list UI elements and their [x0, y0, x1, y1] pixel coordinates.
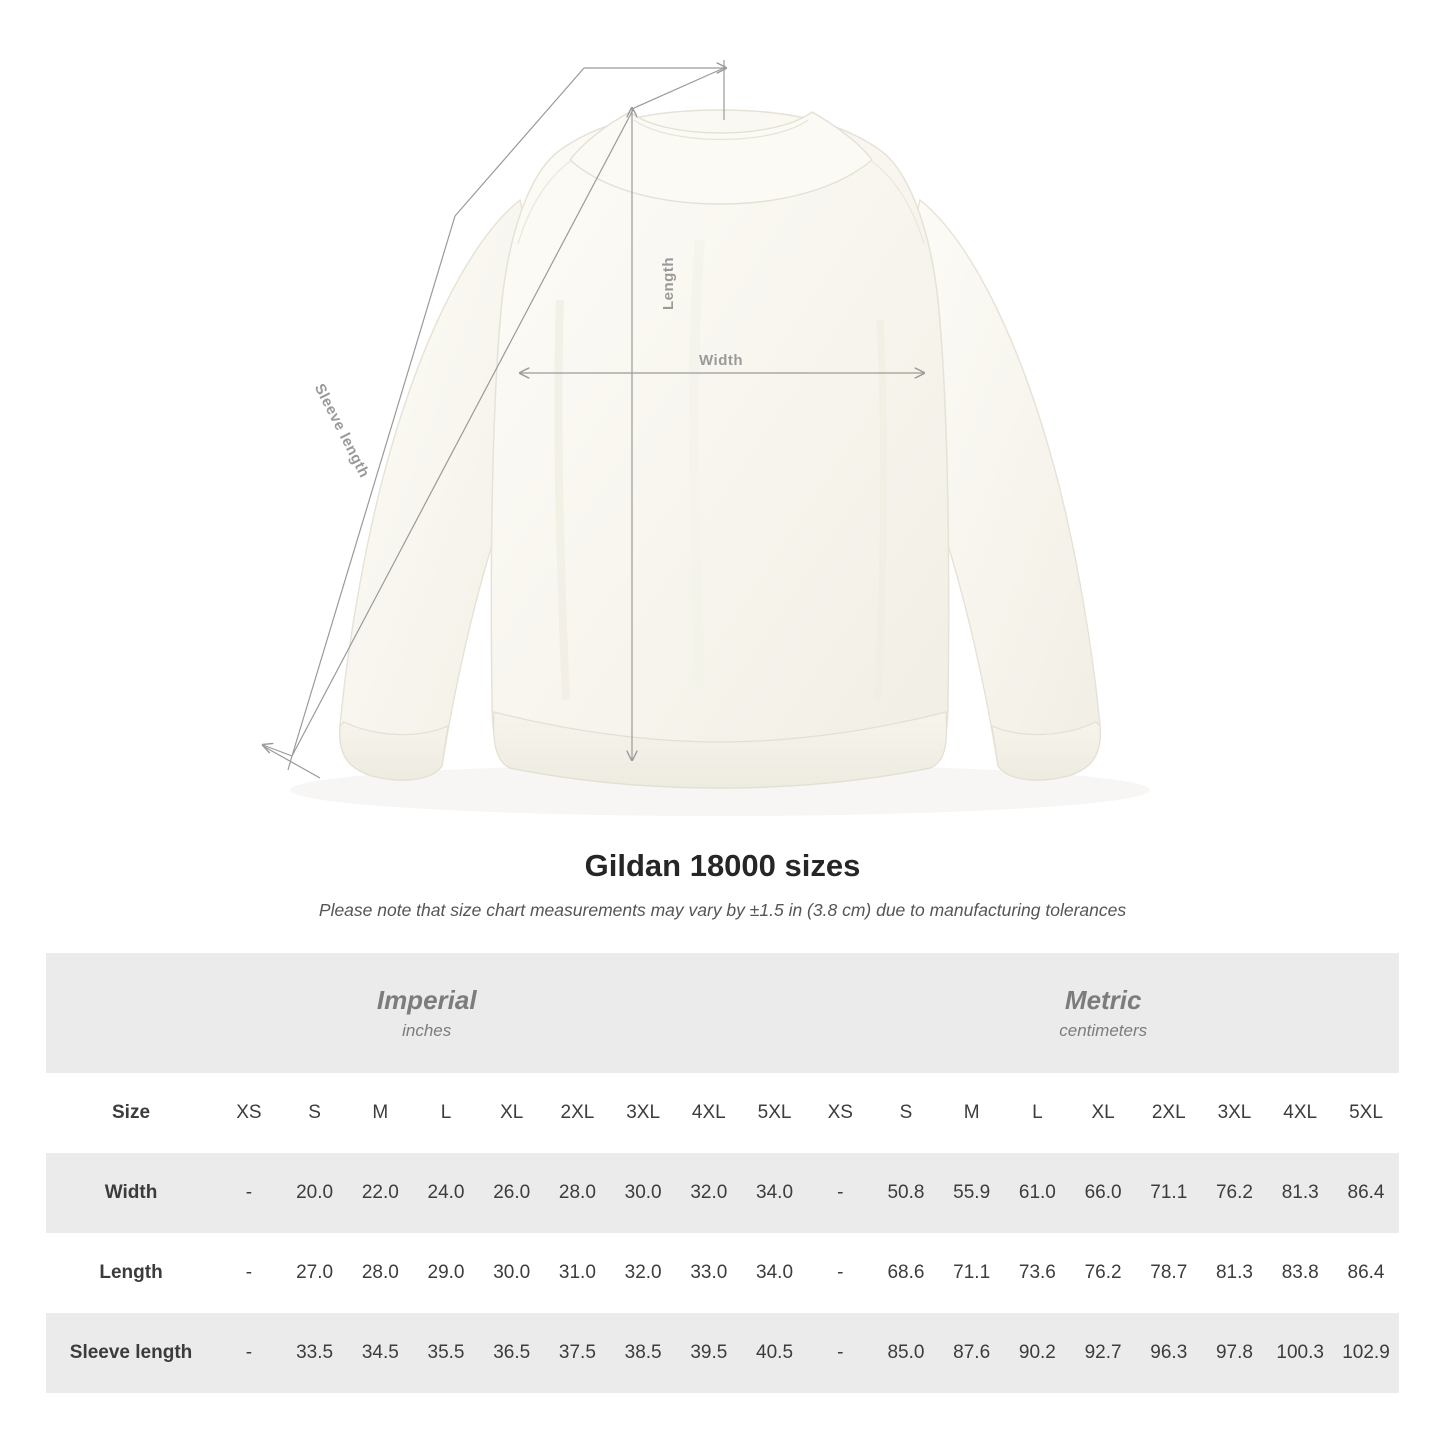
cell-length-metric-8: 86.4 [1347, 1262, 1385, 1283]
tolerance-note: Please note that size chart measurements may vary by ±1.5 in (3.8 cm) due to manufacturing tolerances [318, 900, 1127, 920]
page-title: Gildan 18000 sizes [584, 848, 861, 883]
cell-length-imperial-4: 30.0 [493, 1262, 531, 1283]
size-header-metric-7: 4XL [1267, 1073, 1333, 1153]
length-label: Length [660, 257, 677, 310]
cell-length-metric-7: 83.8 [1281, 1262, 1319, 1283]
cell-length-metric-2: 71.1 [953, 1262, 991, 1283]
cell-sleeve-imperial-7: 39.5 [676, 1313, 742, 1393]
cell-sleeve-metric-6: 97.8 [1202, 1313, 1268, 1393]
cell-sleeve-imperial-5: 37.5 [545, 1313, 611, 1393]
cell-width-imperial-5: 28.0 [545, 1153, 611, 1233]
cell-width-metric-5: 71.1 [1136, 1153, 1202, 1233]
cell-sleeve-metric-7: 100.3 [1267, 1313, 1333, 1393]
cell-width-metric-7: 81.3 [1267, 1153, 1333, 1233]
size-header-metric-1: S [873, 1073, 939, 1153]
cell-sleeve-metric-0: - [807, 1313, 873, 1393]
table-row [46, 1153, 1399, 1233]
cell-width-imperial-3: 24.0 [413, 1153, 479, 1233]
row-label-length: Length [99, 1262, 163, 1283]
cell-length-imperial-2: 28.0 [361, 1262, 399, 1283]
cell-length-imperial-1: 27.0 [296, 1262, 334, 1283]
size-header-imperial-3: L [413, 1073, 479, 1153]
sleeve-length-label: Sleeve length [310, 381, 373, 481]
size-header-imperial-6: 3XL [610, 1073, 676, 1153]
cell-length-metric-0: - [837, 1262, 844, 1283]
size-header-imperial-0: XS [216, 1073, 282, 1153]
size-header-metric-6: 3XL [1202, 1073, 1268, 1153]
cell-width-metric-0: - [807, 1153, 873, 1233]
cell-sleeve-imperial-1: 33.5 [282, 1313, 348, 1393]
size-header-metric-8: 5XL [1333, 1073, 1399, 1153]
cell-sleeve-metric-2: 87.6 [939, 1313, 1005, 1393]
metric-system-label: Metric [1064, 985, 1142, 1016]
row-label-width: Width [46, 1153, 216, 1233]
cell-length-metric-5: 78.7 [1150, 1262, 1188, 1283]
cell-width-imperial-7: 32.0 [676, 1153, 742, 1233]
cell-length-imperial-6: 32.0 [624, 1262, 662, 1283]
cell-width-metric-1: 50.8 [873, 1153, 939, 1233]
size-table [46, 953, 1399, 1393]
size-header-imperial-7: 4XL [676, 1073, 742, 1153]
cell-sleeve-metric-8: 102.9 [1333, 1313, 1399, 1393]
size-table-wrap [0, 953, 1445, 1393]
metric-unit-label: centimeters [1059, 1020, 1148, 1040]
cell-sleeve-imperial-6: 38.5 [610, 1313, 676, 1393]
size-header-metric-0: XS [807, 1073, 873, 1153]
cell-length-metric-6: 81.3 [1215, 1262, 1253, 1283]
cell-length-imperial-0: - [245, 1262, 253, 1283]
cell-length-imperial-8: 34.0 [756, 1262, 794, 1283]
size-header-imperial-5: 2XL [545, 1073, 611, 1153]
cell-width-metric-8: 86.4 [1333, 1153, 1399, 1233]
size-header-imperial-4: XL [479, 1073, 545, 1153]
cell-sleeve-imperial-4: 36.5 [479, 1313, 545, 1393]
cell-length-metric-4: 76.2 [1084, 1262, 1122, 1283]
cell-width-imperial-8: 34.0 [742, 1153, 808, 1233]
cell-sleeve-imperial-3: 35.5 [413, 1313, 479, 1393]
cell-width-metric-6: 76.2 [1202, 1153, 1268, 1233]
size-header-row [46, 1073, 1399, 1153]
cell-sleeve-metric-4: 92.7 [1070, 1313, 1136, 1393]
size-header-metric-5: 2XL [1136, 1073, 1202, 1153]
size-header-imperial-2: M [347, 1073, 413, 1153]
cell-sleeve-metric-3: 90.2 [1005, 1313, 1071, 1393]
cell-sleeve-imperial-8: 40.5 [742, 1313, 808, 1393]
imperial-system-label: Imperial [376, 985, 477, 1016]
size-header-metric-4: XL [1070, 1073, 1136, 1153]
cell-length-metric-1: 68.6 [887, 1262, 925, 1283]
cell-length-imperial-3: 29.0 [427, 1262, 465, 1283]
table-row [46, 1233, 1399, 1313]
imperial-unit-label: inches [402, 1020, 452, 1040]
cell-width-imperial-4: 26.0 [479, 1153, 545, 1233]
cell-width-imperial-6: 30.0 [610, 1153, 676, 1233]
cell-length-imperial-7: 33.0 [690, 1262, 728, 1283]
imperial-header-cell [46, 953, 807, 1073]
cell-length-metric-3: 73.6 [1018, 1262, 1056, 1283]
title-block [0, 848, 1445, 921]
cell-width-metric-2: 55.9 [939, 1153, 1005, 1233]
row-label-sleeve-length: Sleeve length [46, 1313, 216, 1393]
table-row [46, 1313, 1399, 1393]
size-header-metric-2: M [939, 1073, 1005, 1153]
size-header-imperial-1: S [282, 1073, 348, 1153]
cell-width-imperial-2: 22.0 [347, 1153, 413, 1233]
size-header-metric-3: L [1005, 1073, 1071, 1153]
unit-system-row [46, 953, 1399, 1073]
width-label: Width [699, 352, 744, 369]
cell-sleeve-imperial-0: - [216, 1313, 282, 1393]
cell-width-metric-3: 61.0 [1005, 1153, 1071, 1233]
cell-width-metric-4: 66.0 [1070, 1153, 1136, 1233]
size-header-imperial-8: 5XL [742, 1073, 808, 1153]
cell-length-imperial-5: 31.0 [558, 1262, 596, 1283]
cell-width-imperial-1: 20.0 [282, 1153, 348, 1233]
cell-width-imperial-0: - [216, 1153, 282, 1233]
cell-sleeve-metric-1: 85.0 [873, 1313, 939, 1393]
metric-header-cell [807, 953, 1399, 1073]
size-column-label: Size [46, 1073, 216, 1153]
cell-sleeve-imperial-2: 34.5 [347, 1313, 413, 1393]
cell-sleeve-metric-5: 96.3 [1136, 1313, 1202, 1393]
